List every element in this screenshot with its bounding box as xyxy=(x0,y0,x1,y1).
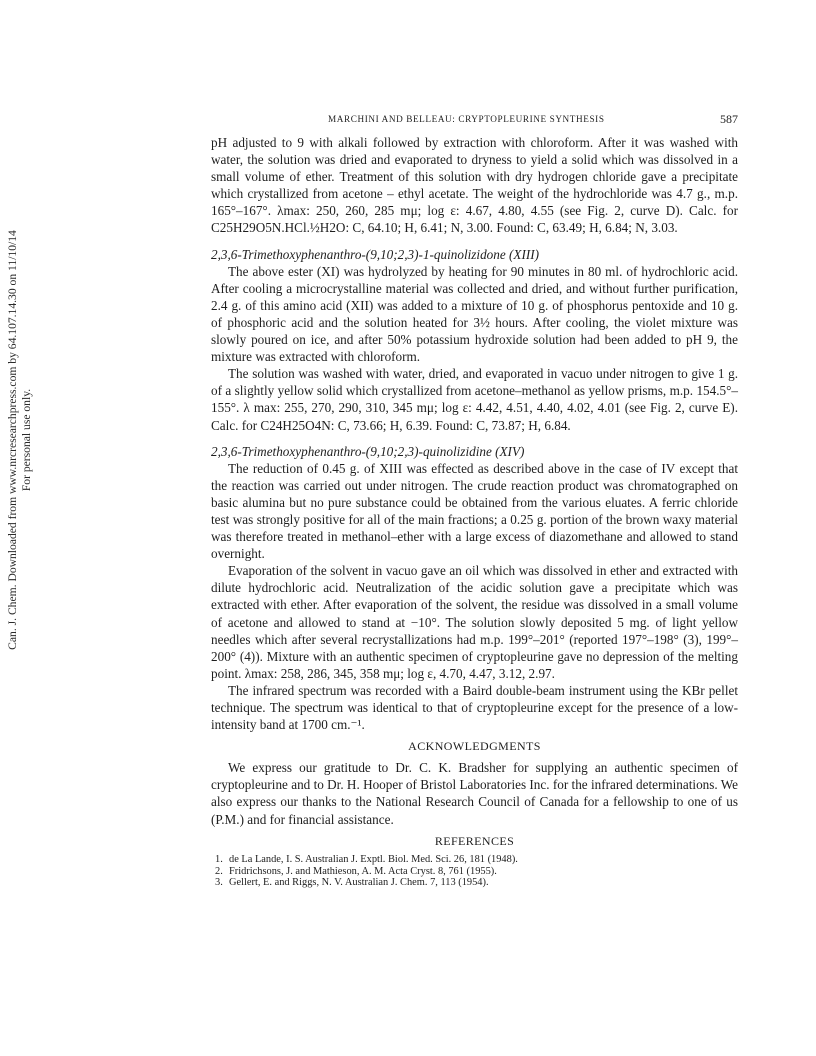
text-column xyxy=(211,134,738,889)
reference-text: de La Lande, I. S. Australian J. Exptl. Biol. Med. Sci. 26, 181 (1948). xyxy=(229,853,518,865)
watermark-line-2: For personal use only. xyxy=(20,388,33,492)
reference-list xyxy=(211,854,738,889)
paragraph-6: The infrared spectrum was recorded with a Baird double-beam instrument using the KBr pellet technique. The spectrum was identical to that of cryptopleurine except for the presence of a low-intensity band at 1700 cm.⁻¹. xyxy=(211,682,738,733)
reference-item xyxy=(215,866,738,878)
paragraph-3: The solution was washed with water, dried, and evaporated in vacuo under nitrogen to give 1 g. of a slightly yellow solid which crystallized from acetone–methanol as yellow prisms, m.p. 154.5°–155°. λ max: 255, 270, 290, 310, 345 mμ; log ε: 4.42, 4.51, 4.40, 4.02, 4.01 (see Fig. 2, curve E). Calc. for C24H25O4N: C, 73.66; H, 6.39. Found: C, 73.87; H, 6.84. xyxy=(211,366,738,433)
acknowledgments-text: We express our gratitude to Dr. C. K. Bradsher for supplying an authentic specimen of cryptopleurine and to Dr. H. Hooper of Bristol Laboratories Inc. for the infrared determinations. We also express our thanks to the National Research Council of Canada for a fellowship to one of us (P.M.) and for financial assistance. xyxy=(211,760,738,827)
download-watermark xyxy=(4,230,36,650)
section-heading-xiv: 2,3,6-Trimethoxyphenanthro-(9,10;2,3)-quinolizidine (XIV) xyxy=(211,443,525,459)
watermark-line-1: Can. J. Chem. Downloaded from www.nrcresearchpress.com by 64.107.14.30 on 11/10/14 xyxy=(6,230,19,650)
reference-item xyxy=(215,854,738,866)
running-head-title: MARCHINI AND BELLEAU: CRYPTOPLEURINE SYNTHESIS xyxy=(328,114,605,124)
paragraph-1: pH adjusted to 9 with alkali followed by extraction with chloroform. After it was washed with water, the solution was dried and evaporated to dryness to yield a solid which was dissolved in a small volume of ether. Treatment of this solution with dry hydrogen chloride gave a precipitate which crystallized from acetone – ethyl acetate. The weight of the hydrochloride was 4.7 g., m.p. 165°–167°. λmax: 250, 260, 285 mμ; log ε: 4.67, 4.80, 4.55 (see Fig. 2, curve D). Calc. for C25H29O5N.HCl.½H2O: C, 64.10; H, 6.41; N, 3.00. Found: C, 63.49; H, 6.84; N, 3.03. xyxy=(211,135,738,236)
acknowledgments-heading: ACKNOWLEDGMENTS xyxy=(408,739,541,754)
paragraph-5: Evaporation of the solvent in vacuo gave an oil which was dissolved in ether and extracted with dilute hydrochloric acid. Neutralization of the acidic solution gave a precipitate which was extracted with ether. After evaporation of the solvent, the residue was dissolved in a small volume of acetone and allowed to stand at −10°. The solution slowly deposited 5 mg. of light yellow needles which after several recrystallizations had m.p. 199°–201° (reported 197°–198° (3), 199°–200° (4)). Mixture with an authentic specimen of cryptopleurine gave no depression of the melting point. λmax: 258, 286, 345, 358 mμ; log ε, 4.70, 4.47, 3.12, 2.97. xyxy=(211,563,738,681)
reference-item xyxy=(215,877,738,889)
page-number: 587 xyxy=(720,112,738,126)
reference-number: 1. xyxy=(215,853,223,865)
section-heading-xiii: 2,3,6-Trimethoxyphenanthro-(9,10;2,3)-1-quinolizidone (XIII) xyxy=(211,246,540,262)
reference-number: 2. xyxy=(215,865,223,877)
reference-text: Gellert, E. and Riggs, N. V. Australian J. Chem. 7, 113 (1954). xyxy=(229,877,489,889)
paragraph-2: The above ester (XI) was hydrolyzed by heating for 90 minutes in 80 ml. of hydrochloric acid. After cooling a microcrystalline material was collected and dried, and without further purification, 2.4 g. of this amino acid (XII) was added to a mixture of 10 g. of phosphorus pentoxide and 10 g. of phosphoric acid and the solution heated for 3½ hours. After cooling, the violet mixture was slowly poured on ice, and after 50% potassium hydroxide solution had been added to pH 9, the mixture was extracted with chloroform. xyxy=(211,263,738,365)
reference-text: Fridrichsons, J. and Mathieson, A. M. Acta Cryst. 8, 761 (1955). xyxy=(229,865,497,877)
running-head xyxy=(210,112,738,128)
reference-number: 3. xyxy=(215,877,223,889)
paragraph-4: The reduction of 0.45 g. of XIII was effected as described above in the case of IV except that the reaction was carried out under nitrogen. The crude reaction product was chromatographed on basic alumina but no pure substance could be obtained from the various eluates. A ferric chloride test was strongly positive for all of the main fractions; a 0.25 g. portion of the brown waxy material was therefore treated in methanol–ether with a large excess of diazomethane and allowed to stand overnight. xyxy=(211,460,738,562)
references-heading: REFERENCES xyxy=(434,833,515,848)
